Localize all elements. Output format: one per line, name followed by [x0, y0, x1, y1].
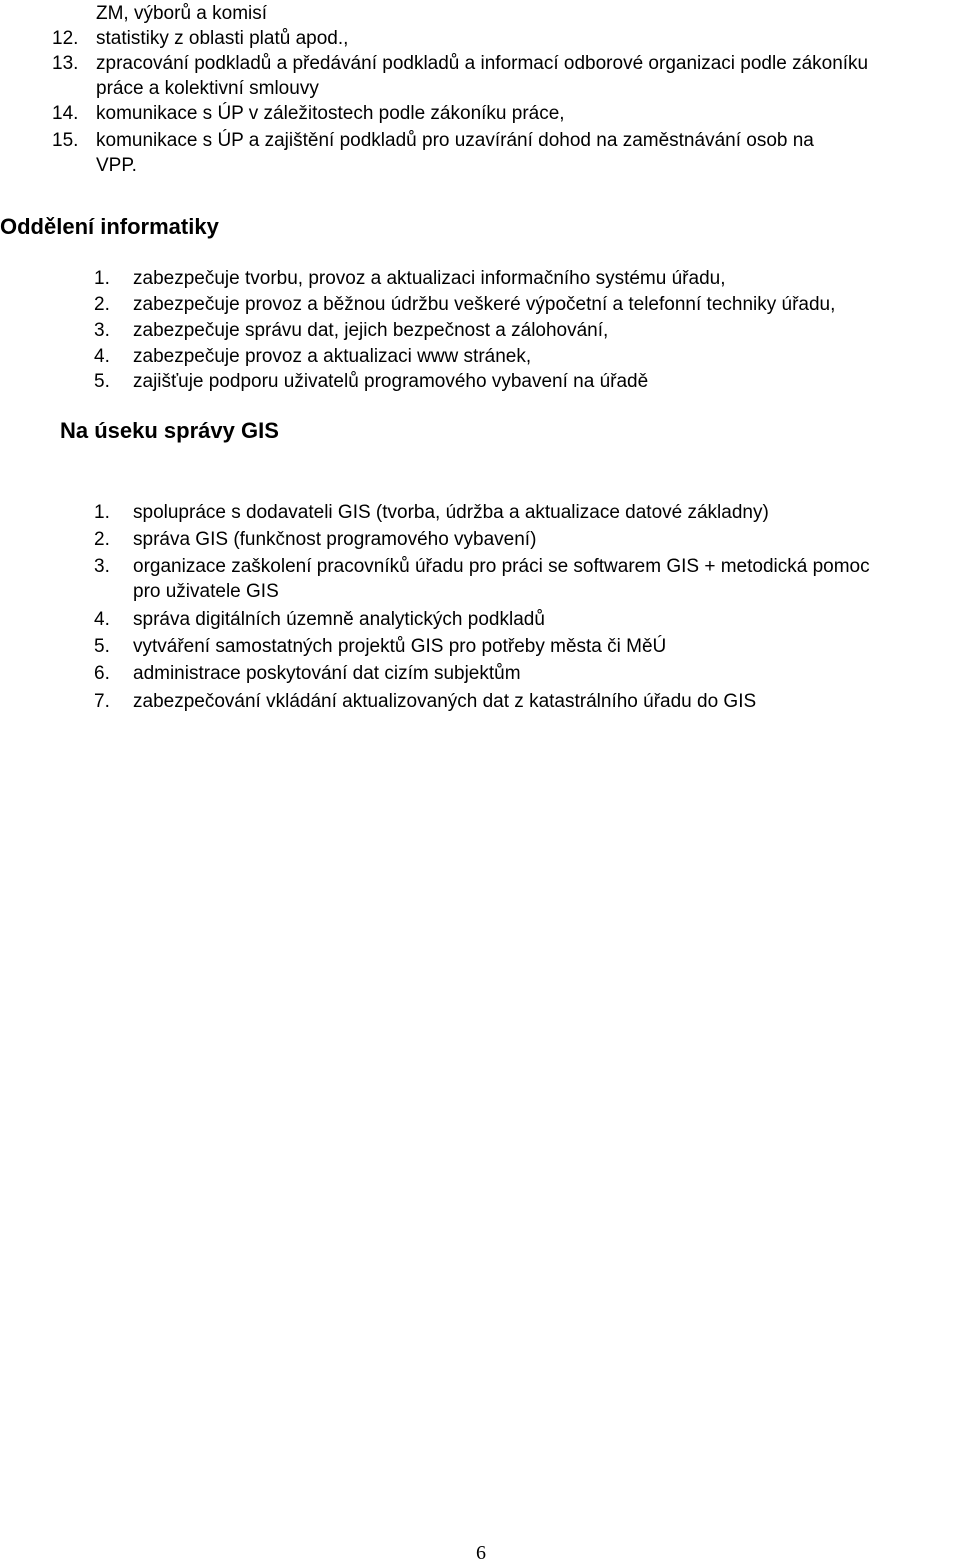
- list-item-text: administrace poskytování dat cizím subjektům: [133, 663, 521, 684]
- list-item-text: zabezpečuje tvorbu, provoz a aktualizaci informačního systému úřadu,: [133, 268, 726, 289]
- list-item-text: statistiky z oblasti platů apod.,: [96, 28, 349, 49]
- list-item-text: komunikace s ÚP a zajištění podkladů pro uzavírání dohod na zaměstnávání osob na: [96, 130, 814, 151]
- list-item-text: zabezpečuje provoz a běžnou údržbu veškeré výpočetní a telefonní techniky úřadu,: [133, 294, 836, 315]
- list-item-number: 4.: [94, 609, 110, 630]
- list-item-text: spolupráce s dodavateli GIS (tvorba, údržba a aktualizace datové základny): [133, 502, 769, 523]
- list-item-text: vytváření samostatných projektů GIS pro potřeby města či MěÚ: [133, 636, 667, 657]
- list-item-text: zabezpečuje provoz a aktualizaci www stránek,: [133, 346, 532, 367]
- list-item-number: 15.: [52, 130, 79, 151]
- list-item-text: organizace zaškolení pracovníků úřadu pro práci se softwarem GIS + metodická pomoc: [133, 556, 870, 577]
- list-item-text: komunikace s ÚP v záležitostech podle zákoníku práce,: [96, 103, 565, 124]
- list-item-number: 12.: [52, 28, 79, 49]
- list-item-number: 5.: [94, 371, 110, 392]
- list-item-text-continuation: VPP.: [96, 155, 137, 176]
- list-item-text: zajišťuje podporu uživatelů programového vybavení na úřadě: [133, 371, 649, 392]
- list-item-number: 6.: [94, 663, 110, 684]
- list-item-text-continuation: práce a kolektivní smlouvy: [96, 78, 319, 99]
- list-item-number: 1.: [94, 268, 110, 289]
- section-heading-gis: Na úseku správy GIS: [60, 418, 279, 443]
- list-item-number: 4.: [94, 346, 110, 367]
- list-item-text: zabezpečuje správu dat, jejich bezpečnost a zálohování,: [133, 320, 609, 341]
- list-item-text: správa GIS (funkčnost programového vybavení): [133, 529, 537, 550]
- list-item-number: 1.: [94, 502, 110, 523]
- list-item-number: 2.: [94, 294, 110, 315]
- list-item-continuation: ZM, výborů a komisí: [96, 3, 268, 24]
- list-item-number: 14.: [52, 103, 79, 124]
- list-item-number: 3.: [94, 320, 110, 341]
- list-item-text: zpracování podkladů a předávání podkladů a informací odborové organizaci podle zákoníku: [96, 53, 869, 74]
- list-item-text: zabezpečování vkládání aktualizovaných dat z katastrálního úřadu do GIS: [133, 691, 757, 712]
- list-item-text: správa digitálních územně analytických podkladů: [133, 609, 545, 630]
- list-item-number: 2.: [94, 529, 110, 550]
- section-heading-informatika: Oddělení informatiky: [0, 214, 219, 239]
- list-item-number: 3.: [94, 556, 110, 577]
- page-number: 6: [476, 1542, 486, 1564]
- list-item-text-continuation: pro uživatele GIS: [133, 581, 279, 602]
- list-item-number: 7.: [94, 691, 110, 712]
- list-item-number: 5.: [94, 636, 110, 657]
- list-item-number: 13.: [52, 53, 79, 74]
